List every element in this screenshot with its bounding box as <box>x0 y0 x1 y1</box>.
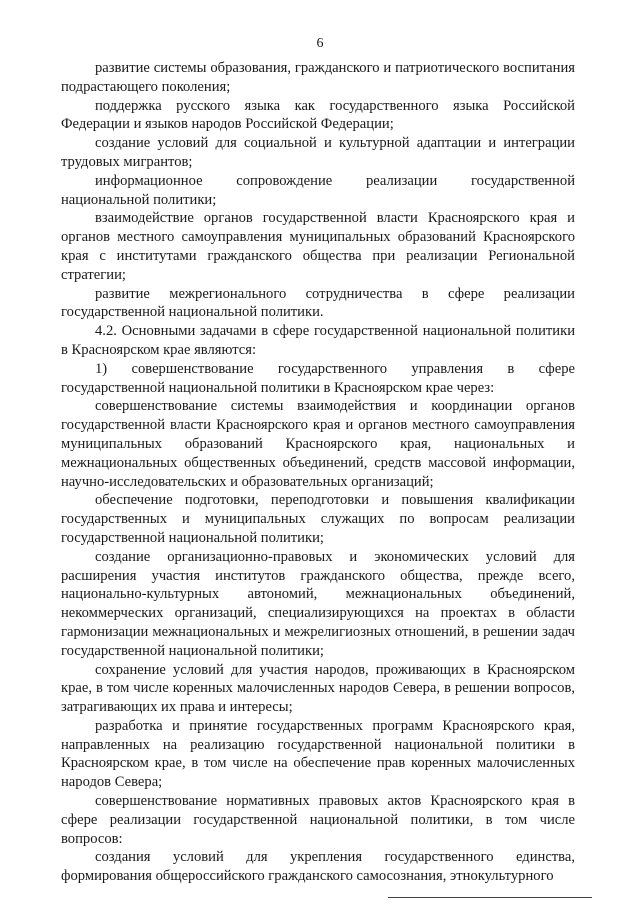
task-1-paragraph: 1) совершенствование государственного управления в сфере государственной национальной политики в Красноярском крае через: <box>61 360 575 396</box>
paragraph-9: совершенствование системы взаимодействия и координации органов государственной власти Красноярского края и органов местного самоуправления муниципальных образований Красноярского края, национальных и межнациональных общественных объединений, средств массовой информации, научно-исследовательских и образовательных организаций; <box>61 398 575 490</box>
paragraph-11: создание организационно-правовых и экономических условий для расширения участия институтов гражданского общества, прежде всего, национально-культурных автономий, межнациональных объединений, некоммерческих организаций, специализирующихся на проектах в области гармонизации межнациональных и межрелигиозных отношений, в решении задач государственной национальной политики; <box>61 548 575 659</box>
paragraph-13: разработка и принятие государственных программ Красноярского края, направленных на реализацию государственной национальной политики в Красноярском крае, в том числе на обеспечение прав коренных малочисленных народов Севера; <box>61 717 575 791</box>
section-4-2-heading: 4.2. Основными задачами в сфере государственной национальной политики в Красноярском крае являются: <box>61 323 575 358</box>
paragraph-12: сохранение условий для участия народов, проживающих в Красноярском крае, в том числе коренных малочисленных народов Севера, в решении вопросов, затрагивающих их права и интересы; <box>61 661 575 716</box>
paragraph-2: поддержка русского языка как государственного языка Российской Федерации и языков народов Российской Федерации; <box>61 97 575 133</box>
paragraph-10: обеспечение подготовки, переподготовки и повышения квалификации государственных и муниципальных служащих по вопросам реализации государственной национальной политики; <box>61 492 575 546</box>
page-number: 6 <box>316 36 324 51</box>
paragraph-4: информационное сопровождение реализации государственной национальной политики; <box>61 172 575 208</box>
paragraph-5: взаимодействие органов государственной власти Красноярского края и органов местного самоуправления муниципальных образований Красноярского края с институтами гражданского общества при реализации Региональной стратегии; <box>61 210 575 283</box>
footer-rule <box>388 897 592 898</box>
paragraph-3: создание условий для социальной и культурной адаптации и интеграции трудовых мигрантов; <box>61 135 575 170</box>
paragraph-14: совершенствование нормативных правовых актов Красноярского края в сфере реализации государственной национальной политики, в том числе вопросов: <box>61 793 575 847</box>
paragraph-6: развитие межрегионального сотрудничества в сфере реализации государственной национальной политики. <box>61 285 575 321</box>
paragraph-1: развитие системы образования, гражданского и патриотического воспитания подрастающего поколения; <box>61 60 575 95</box>
document-body <box>61 59 575 886</box>
paragraph-15: создания условий для укрепления государственного единства, формирования общероссийского гражданского самосознания, этнокультурного <box>61 849 575 885</box>
